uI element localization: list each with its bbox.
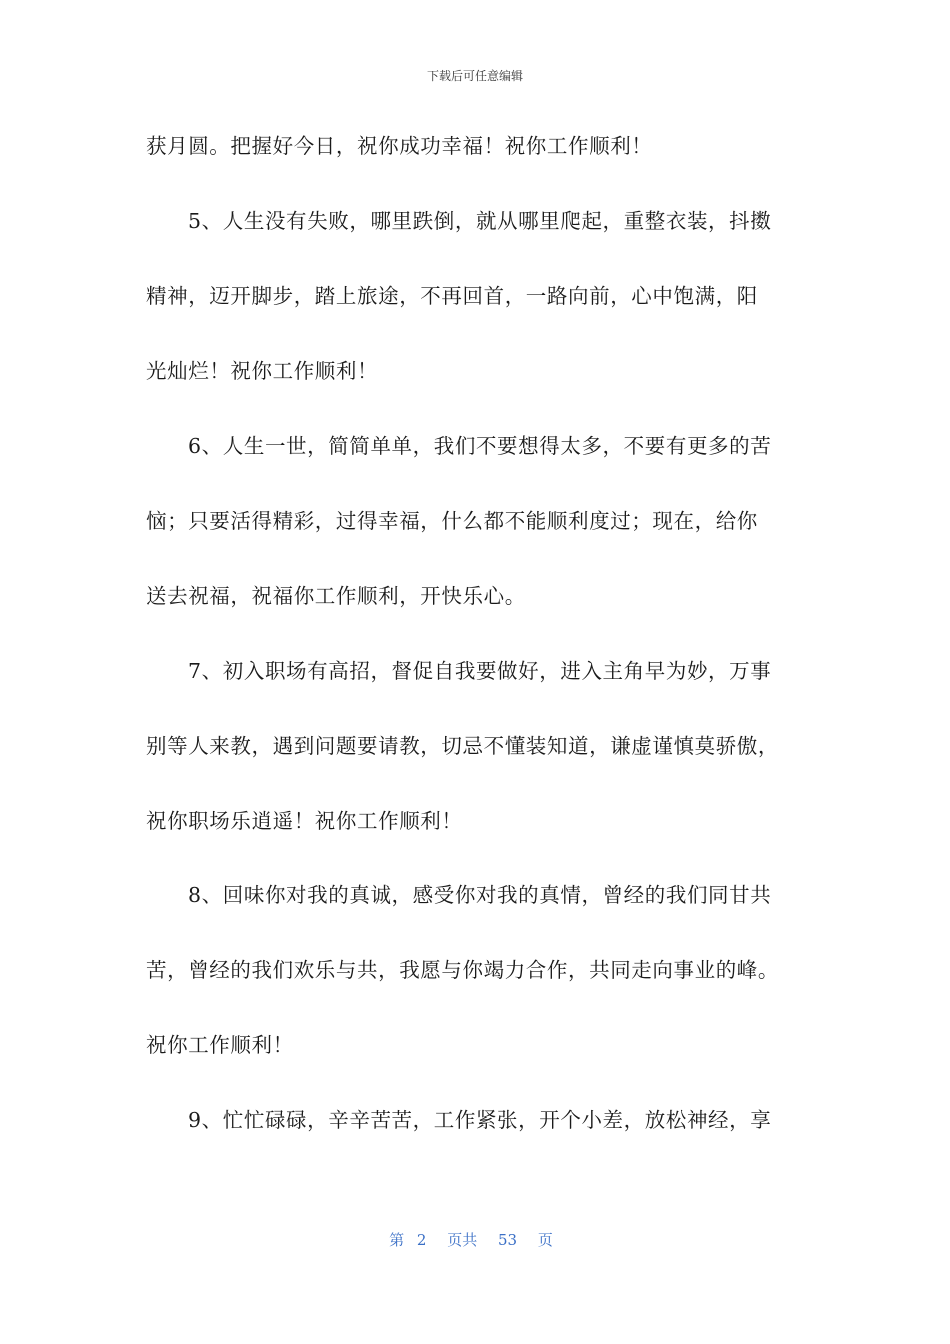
body-line: 恼；只要活得精彩，过得幸福，什么都不能顺利度过；现在，给你 (146, 509, 758, 533)
footer-page-number: 2 (416, 1231, 427, 1249)
body-line: 获月圆。把握好今日，祝你成功幸福！祝你工作顺利！ (146, 134, 653, 158)
body-line: 别等人来教，遇到问题要请教，切忌不懂装知道，谦虚谨慎莫骄傲， (146, 734, 779, 758)
page-header: 下载后可任意编辑 (426, 69, 523, 83)
body-line: 5、人生没有失败，哪里跌倒，就从哪里爬起，重整衣装，抖擞 (188, 209, 772, 233)
body-line: 7、初入职场有高招，督促自我要做好，进入主角早为妙，万事 (188, 659, 772, 683)
footer-suffix: 页 (537, 1231, 553, 1249)
body-line: 8、回味你对我的真诚，感受你对我的真情，曾经的我们同甘共 (188, 883, 772, 907)
body-line: 光灿烂！祝你工作顺利！ (146, 359, 379, 383)
body-line: 9、忙忙碌碌，辛辛苦苦，工作紧张，开个小差，放松神经，享 (188, 1108, 772, 1132)
body-line: 送去祝福，祝福你工作顺利，开快乐心。 (146, 584, 526, 608)
body-line: 苦，曾经的我们欢乐与共，我愿与你竭力合作，共同走向事业的峰。 (146, 958, 779, 982)
page-footer (0, 1229, 950, 1250)
body-line: 祝你工作顺利！ (146, 1033, 294, 1057)
footer-prefix: 第 (389, 1231, 405, 1249)
body-line: 精神，迈开脚步，踏上旅途，不再回首，一路向前，心中饱满，阳 (146, 284, 758, 308)
footer-middle: 页共 (447, 1231, 478, 1249)
body-line: 祝你职场乐逍遥！祝你工作顺利！ (146, 809, 463, 833)
footer-total-pages: 53 (498, 1231, 518, 1249)
body-line: 6、人生一世，简简单单，我们不要想得太多，不要有更多的苦 (188, 434, 772, 458)
